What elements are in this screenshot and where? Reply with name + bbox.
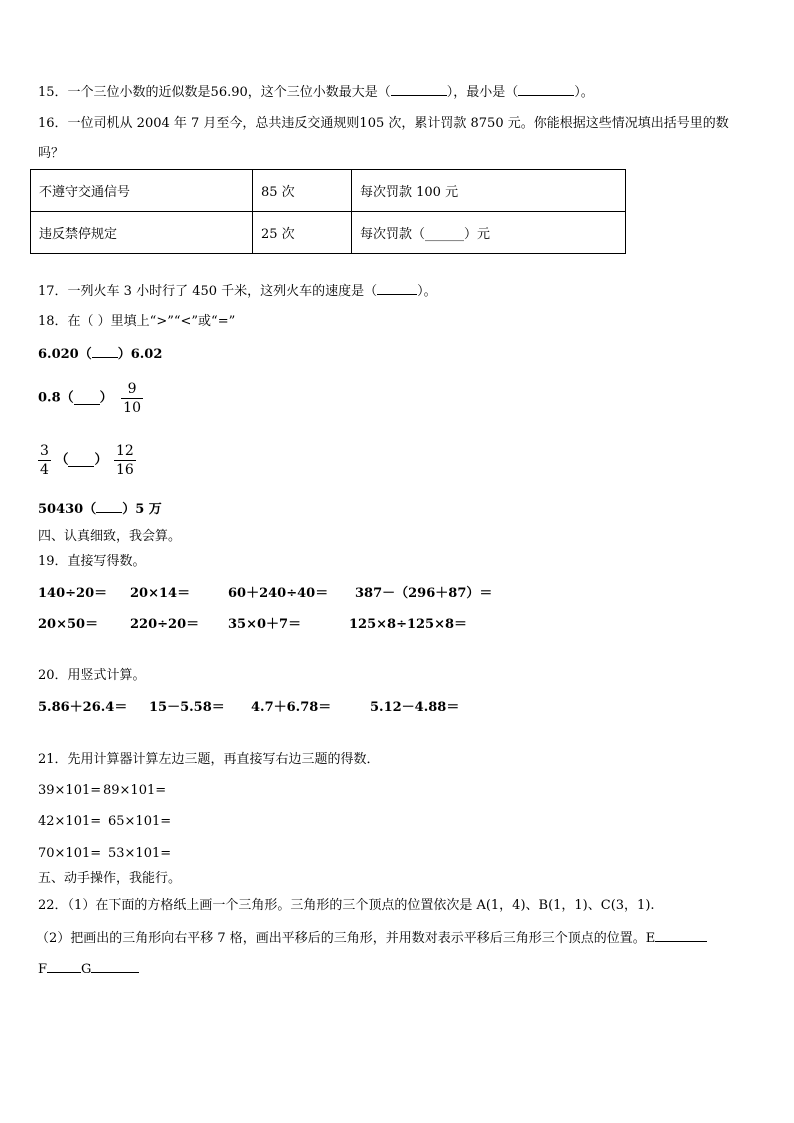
q15-text-c: ）。 [574, 85, 594, 100]
q21-expr: 42×101= [38, 814, 102, 829]
q18-item3-open: （ [55, 452, 69, 468]
q18-item3-close: ） [94, 452, 108, 468]
q19-expr: 20×14＝ [130, 586, 191, 601]
q18-item-2 [38, 380, 143, 417]
fraction-numerator: 12 [116, 443, 134, 459]
q21-expr: 89×101= [103, 783, 167, 798]
q22-label-f: F [38, 962, 48, 977]
q22-line2-text: （2）把画出的三角形向右平移 7 格，画出平移后的三角形，并用数对表示平移后三角形三个顶点的位置。E [36, 931, 656, 946]
table-cell: 25 次 [253, 212, 352, 254]
q22-blank-f[interactable] [47, 960, 81, 973]
q18-item3-blank[interactable] [68, 454, 94, 467]
q15-blank-max[interactable] [391, 83, 447, 96]
q18-item4-right: ）5 万 [122, 502, 162, 517]
question-18-title: 18．在（ ）里填上“>”“<”或“=” [38, 314, 236, 329]
question-15 [38, 83, 594, 102]
fraction-denominator: 10 [123, 400, 141, 416]
q18-item2-mid: ） [99, 390, 113, 406]
q15-blank-min[interactable] [518, 83, 574, 96]
q21-expr: 70×101= [38, 846, 102, 861]
table-cell: 每次罚款 100 元 [352, 170, 626, 212]
q18-item2-left: 0.8（ [38, 390, 74, 406]
q16-table [30, 169, 626, 254]
table-cell: 85 次 [253, 170, 352, 212]
q19-expr: 125×8÷125×8＝ [349, 617, 468, 632]
fraction-denominator: 4 [40, 462, 49, 478]
fraction-denominator: 16 [116, 462, 134, 478]
question-22-line3 [38, 960, 139, 979]
q17-text-b: ）。 [417, 284, 437, 299]
q18-item3-fraction-left [38, 442, 51, 479]
q15-text-b: ），最小是（ [446, 85, 519, 100]
q18-item-4 [38, 500, 162, 519]
question-16-line1: 16．一位司机从 2004 年 7 月至今，总共违反交通规则105 次，累计罚款 8750 元。你能根据这些情况填出括号里的数 [38, 116, 729, 131]
q21-expr: 53×101= [108, 846, 172, 861]
q18-item2-fraction [121, 380, 143, 417]
q17-text-a: 17．一列火车 3 小时行了 450 千米，这列火车的速度是（ [38, 284, 378, 299]
q17-blank-speed[interactable] [377, 282, 417, 295]
table-row [31, 212, 626, 254]
section-4-heading: 四、认真细致，我会算。 [38, 529, 182, 544]
q22-blank-g[interactable] [91, 960, 139, 973]
q18-item4-left: 50430（ [38, 502, 97, 517]
q18-item1-right: ）6.02 [117, 347, 163, 362]
question-19-title: 19．直接写得数。 [38, 554, 146, 569]
q20-expr: 5.12－4.88＝ [370, 700, 460, 715]
q18-item3-fraction-right [114, 442, 136, 479]
q19-expr: 220÷20＝ [130, 617, 200, 632]
q22-label-g: G [81, 962, 92, 977]
table-cell: 违反禁停规定 [31, 212, 253, 254]
q18-item-3 [38, 442, 136, 479]
fraction-numerator: 9 [121, 380, 143, 399]
q18-item2-blank[interactable] [74, 392, 100, 405]
q21-expr: 65×101= [108, 814, 172, 829]
q18-item-1 [38, 345, 162, 364]
q22-blank-e[interactable] [655, 929, 707, 942]
q18-item4-blank[interactable] [96, 500, 122, 513]
question-20-title: 20．用竖式计算。 [38, 668, 146, 683]
question-22-line1: 22．（1）在下面的方格纸上画一个三角形。三角形的三个顶点的位置依次是 A(1，4)、B(1，1)、C(3，1). [38, 898, 655, 913]
question-21-title: 21．先用计算器计算左边三题，再直接写右边三题的得数． [38, 752, 380, 767]
q20-expr: 15－5.58＝ [149, 700, 225, 715]
table-row [31, 170, 626, 212]
q19-expr: 60＋240÷40＝ [228, 586, 329, 601]
question-17 [38, 282, 437, 301]
question-22-line2 [36, 929, 707, 948]
q19-expr: 387－（296＋87）＝ [355, 586, 493, 601]
q19-expr: 140÷20＝ [38, 586, 108, 601]
fraction-numerator: 3 [40, 443, 49, 459]
q20-expr: 5.86＋26.4＝ [38, 700, 128, 715]
q19-expr: 20×50＝ [38, 617, 99, 632]
section-5-heading: 五、动手操作，我能行。 [38, 871, 182, 886]
q18-item1-left: 6.020（ [38, 347, 92, 362]
q19-expr: 35×0＋7＝ [228, 617, 302, 632]
q20-expr: 4.7＋6.78＝ [251, 700, 332, 715]
q15-text-a: 15．一个三位小数的近似数是56.90，这个三位小数最大是（ [38, 85, 391, 100]
q18-item1-blank[interactable] [92, 345, 118, 358]
question-16-line2: 吗？ [38, 146, 65, 161]
table-cell: 每次罚款（______）元 [352, 212, 626, 254]
table-cell: 不遵守交通信号 [31, 170, 253, 212]
q21-expr: 39×101= [38, 783, 102, 798]
